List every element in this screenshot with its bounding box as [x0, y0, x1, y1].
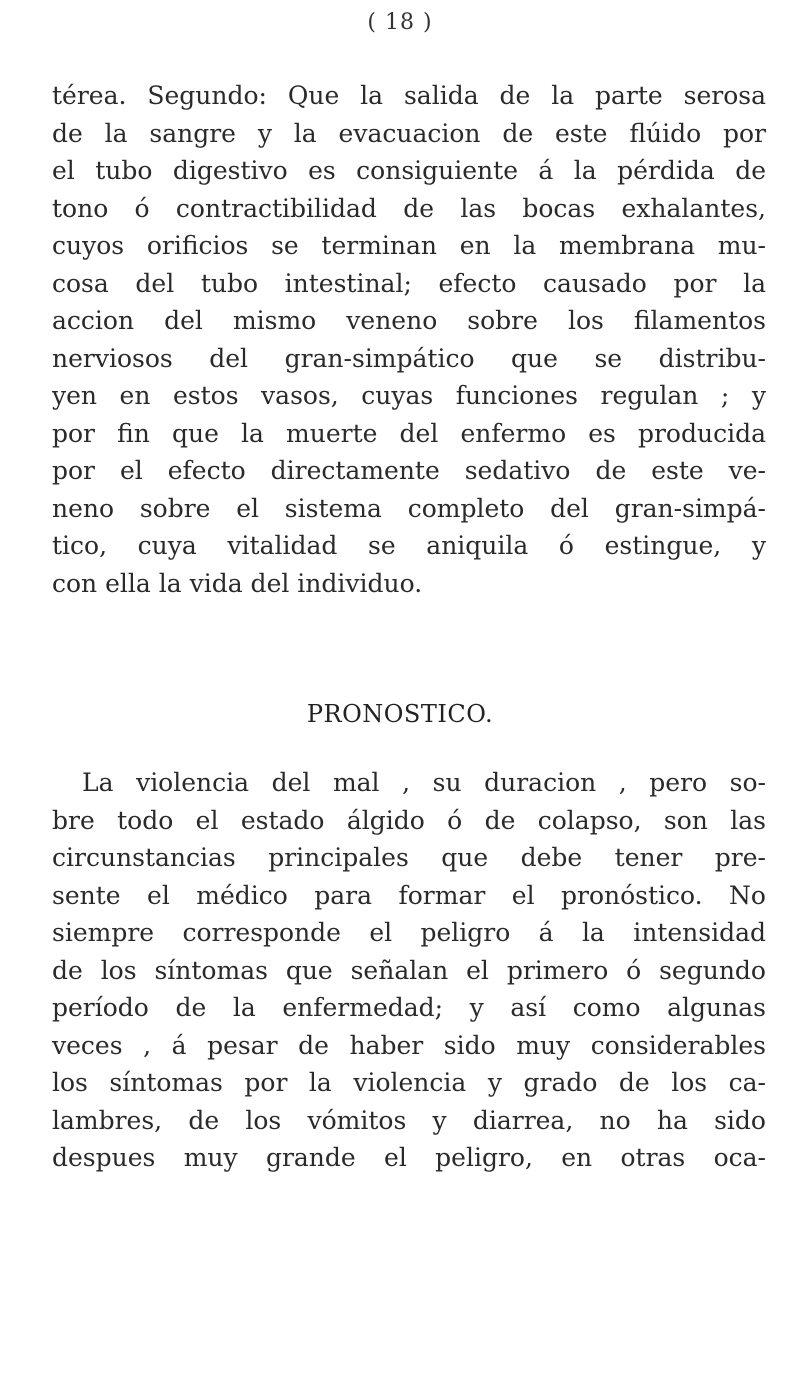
text-line: tico, cuya vitalidad se aniquila ó estingue, y [52, 531, 766, 560]
text-line: veces , á pesar de haber sido muy considerables [52, 1030, 766, 1060]
text-line: con ella la vida del individuo. [52, 568, 423, 598]
page-number: ( 18 ) [367, 10, 433, 35]
paragraph-pronostico [52, 764, 766, 1177]
text-line: nerviosos del gran-simpático que se distribu- [52, 343, 766, 373]
text-line: de la sangre y la evacuacion de este flúido por [52, 118, 766, 148]
text-line: yen en estos vasos, cuyas funciones regulan ; y [52, 381, 766, 410]
text-line: por el efecto directamente sedativo de este ve- [52, 456, 766, 485]
text-line: despues muy grande el peligro, en otras oca- [52, 1143, 766, 1172]
text-line: neno sobre el sistema completo del gran-simpá- [52, 493, 766, 523]
text-line: por fin que la muerte del enfermo es producida [52, 418, 766, 448]
paragraph-continuation [52, 77, 766, 602]
text-line: cuyos orificios se terminan en la membrana mu- [52, 231, 766, 260]
text-line: el tubo digestivo es consiguiente á la pérdida de [52, 156, 766, 185]
text-line: accion del mismo veneno sobre los filamentos [52, 306, 766, 335]
text-line: circunstancias principales que debe tener pre- [52, 843, 766, 872]
text-line: La violencia del mal , su duracion , pero so- [82, 768, 766, 797]
text-line: lambres, de los vómitos y diarrea, no ha sido [52, 1105, 766, 1135]
text-line: sente el médico para formar el pronóstico. No [52, 880, 766, 910]
text-line: tono ó contractibilidad de las bocas exhalantes, [52, 193, 766, 223]
text-line: período de la enfermedad; y así como algunas [52, 993, 766, 1022]
text-line: siempre corresponde el peligro á la intensidad [52, 918, 766, 947]
text-line: los síntomas por la violencia y grado de los ca- [52, 1068, 766, 1097]
text-line: térea. Segundo: Que la salida de la parte serosa [52, 81, 766, 110]
text-line: bre todo el estado álgido ó de colapso, son las [52, 805, 766, 835]
section-heading: PRONOSTICO. [306, 700, 494, 728]
text-line: de los síntomas que señalan el primero ó segundo [52, 955, 766, 985]
text-line: cosa del tubo intestinal; efecto causado por la [52, 268, 766, 298]
